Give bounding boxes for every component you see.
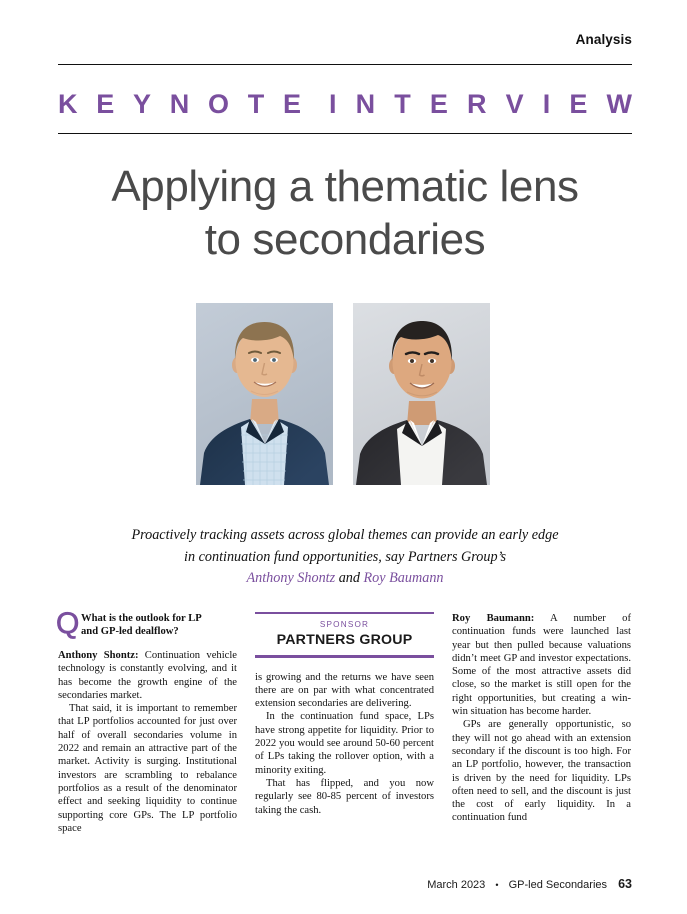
page-footer	[0, 877, 632, 891]
page-number: 63	[618, 877, 632, 891]
paragraph: That has flipped, and you now regularly see 80-85 percent of investors taking the cash.	[255, 777, 434, 816]
interviewee-name-1: Anthony Shontz	[246, 570, 336, 586]
section-label: Analysis	[575, 32, 632, 47]
kicker-letter: W	[606, 88, 632, 119]
kicker-word-interview	[329, 89, 632, 120]
standfirst	[78, 525, 612, 590]
headline-line-2: to secondaries	[204, 215, 486, 264]
kicker-letter: I	[329, 88, 337, 119]
paragraph: That said, it is important to remember that LP portfolios accounted for just over half of overall secondaries volume in 2022 and remain an attractive part of the market. Activity is surging. Institutional investors are scrambling to rebalance portfolios as a result of the denominator effect and seeking liquidity to continue supporting core GPs. The LP portfolio space	[58, 703, 237, 834]
question-mark-glyph: Q	[56, 607, 80, 640]
keynote-interview-kicker	[58, 84, 632, 124]
speaker-name: Anthony Shontz:	[58, 650, 139, 661]
interviewee-name-2: Roy Baumann	[363, 570, 444, 586]
kicker-letter: I	[542, 88, 551, 119]
footer-date: March 2023	[427, 879, 486, 891]
kicker-letter: R	[466, 88, 487, 119]
paragraph-text: Continuation vehicle technology is constantly evolving, and it has become the growth engine of the secondaries market.	[58, 650, 237, 701]
standfirst-line-2: in continuation fund opportunities, say Partners Group’s	[184, 548, 506, 565]
sponsor-rule-bottom	[255, 655, 434, 657]
kicker-letter: N	[355, 88, 376, 119]
headshot-gallery	[196, 303, 490, 485]
footer-separator: •	[495, 880, 499, 891]
headshot-roy-baumann	[353, 303, 490, 485]
column-3	[452, 612, 631, 860]
sponsor-label: SPONSOR	[319, 620, 370, 630]
kicker-letter: Y	[132, 88, 151, 119]
footer-publication: GP-led Secondaries	[508, 879, 608, 891]
paragraph: is growing and the returns we have seen there are on par with what concentrated extension secondaries are delivering.	[255, 671, 434, 710]
column-2	[255, 612, 434, 860]
kicker-letter: N	[169, 88, 190, 119]
paragraph-text: A number of continuation funds were launched last year but then pulled because valuations didn’t meet GP and investor expectations. Some of the most attractive assets did close, so the market is still open for the right opportunities, but creating a win-win situation has become harder.	[452, 613, 631, 718]
paragraph	[452, 612, 631, 718]
kicker-letter: K	[58, 88, 78, 119]
kicker-letter: T	[394, 88, 411, 119]
article-body	[56, 607, 632, 860]
kicker-letter: T	[247, 88, 265, 119]
kicker-letter: E	[96, 88, 115, 119]
standfirst-line-1: Proactively tracking assets across global themes can provide an early edge	[131, 527, 559, 543]
header-rule-top	[58, 64, 632, 65]
kicker-letter: E	[569, 88, 588, 119]
column-1	[56, 607, 237, 860]
headline-line-1: Applying a thematic lens	[111, 162, 579, 211]
question-text-line-2: and GP-led dealflow?	[81, 626, 179, 638]
page-title	[58, 160, 632, 266]
standfirst-conjunction: and	[335, 570, 364, 586]
question-text-line-1: What is the outlook for LP	[81, 613, 202, 624]
question-heading	[56, 607, 237, 648]
paragraph: GPs are generally opportunistic, so they will not go ahead with an extension secondary if the discount is too high. For an LP portfolio, however, the transaction is driven by the need for liquidity. LPs often need to sell, and the discount is just the cost of early liquidity. In a continuation fund	[452, 719, 631, 824]
portrait-illustration-left	[196, 303, 333, 485]
header-rule-bottom	[58, 133, 632, 134]
kicker-letter: E	[429, 88, 448, 119]
kicker-letter: V	[505, 88, 524, 119]
speaker-name: Roy Baumann:	[452, 613, 535, 624]
kicker-letter: E	[282, 88, 301, 119]
sponsor-block	[255, 612, 434, 658]
sponsor-name: PARTNERS GROUP	[276, 632, 413, 649]
paragraph: In the continuation fund space, LPs have strong appetite for liquidity. Prior to 2022 you would see around 50-60 percent of LPs taking the rollover option, with a minority exiting.	[255, 711, 434, 776]
headshot-anthony-shontz	[196, 303, 333, 485]
kicker-word-keynote	[58, 89, 301, 120]
paragraph	[58, 649, 237, 702]
sponsor-inner	[255, 614, 434, 655]
kicker-letter: O	[207, 88, 229, 119]
portrait-illustration-right	[353, 303, 490, 485]
